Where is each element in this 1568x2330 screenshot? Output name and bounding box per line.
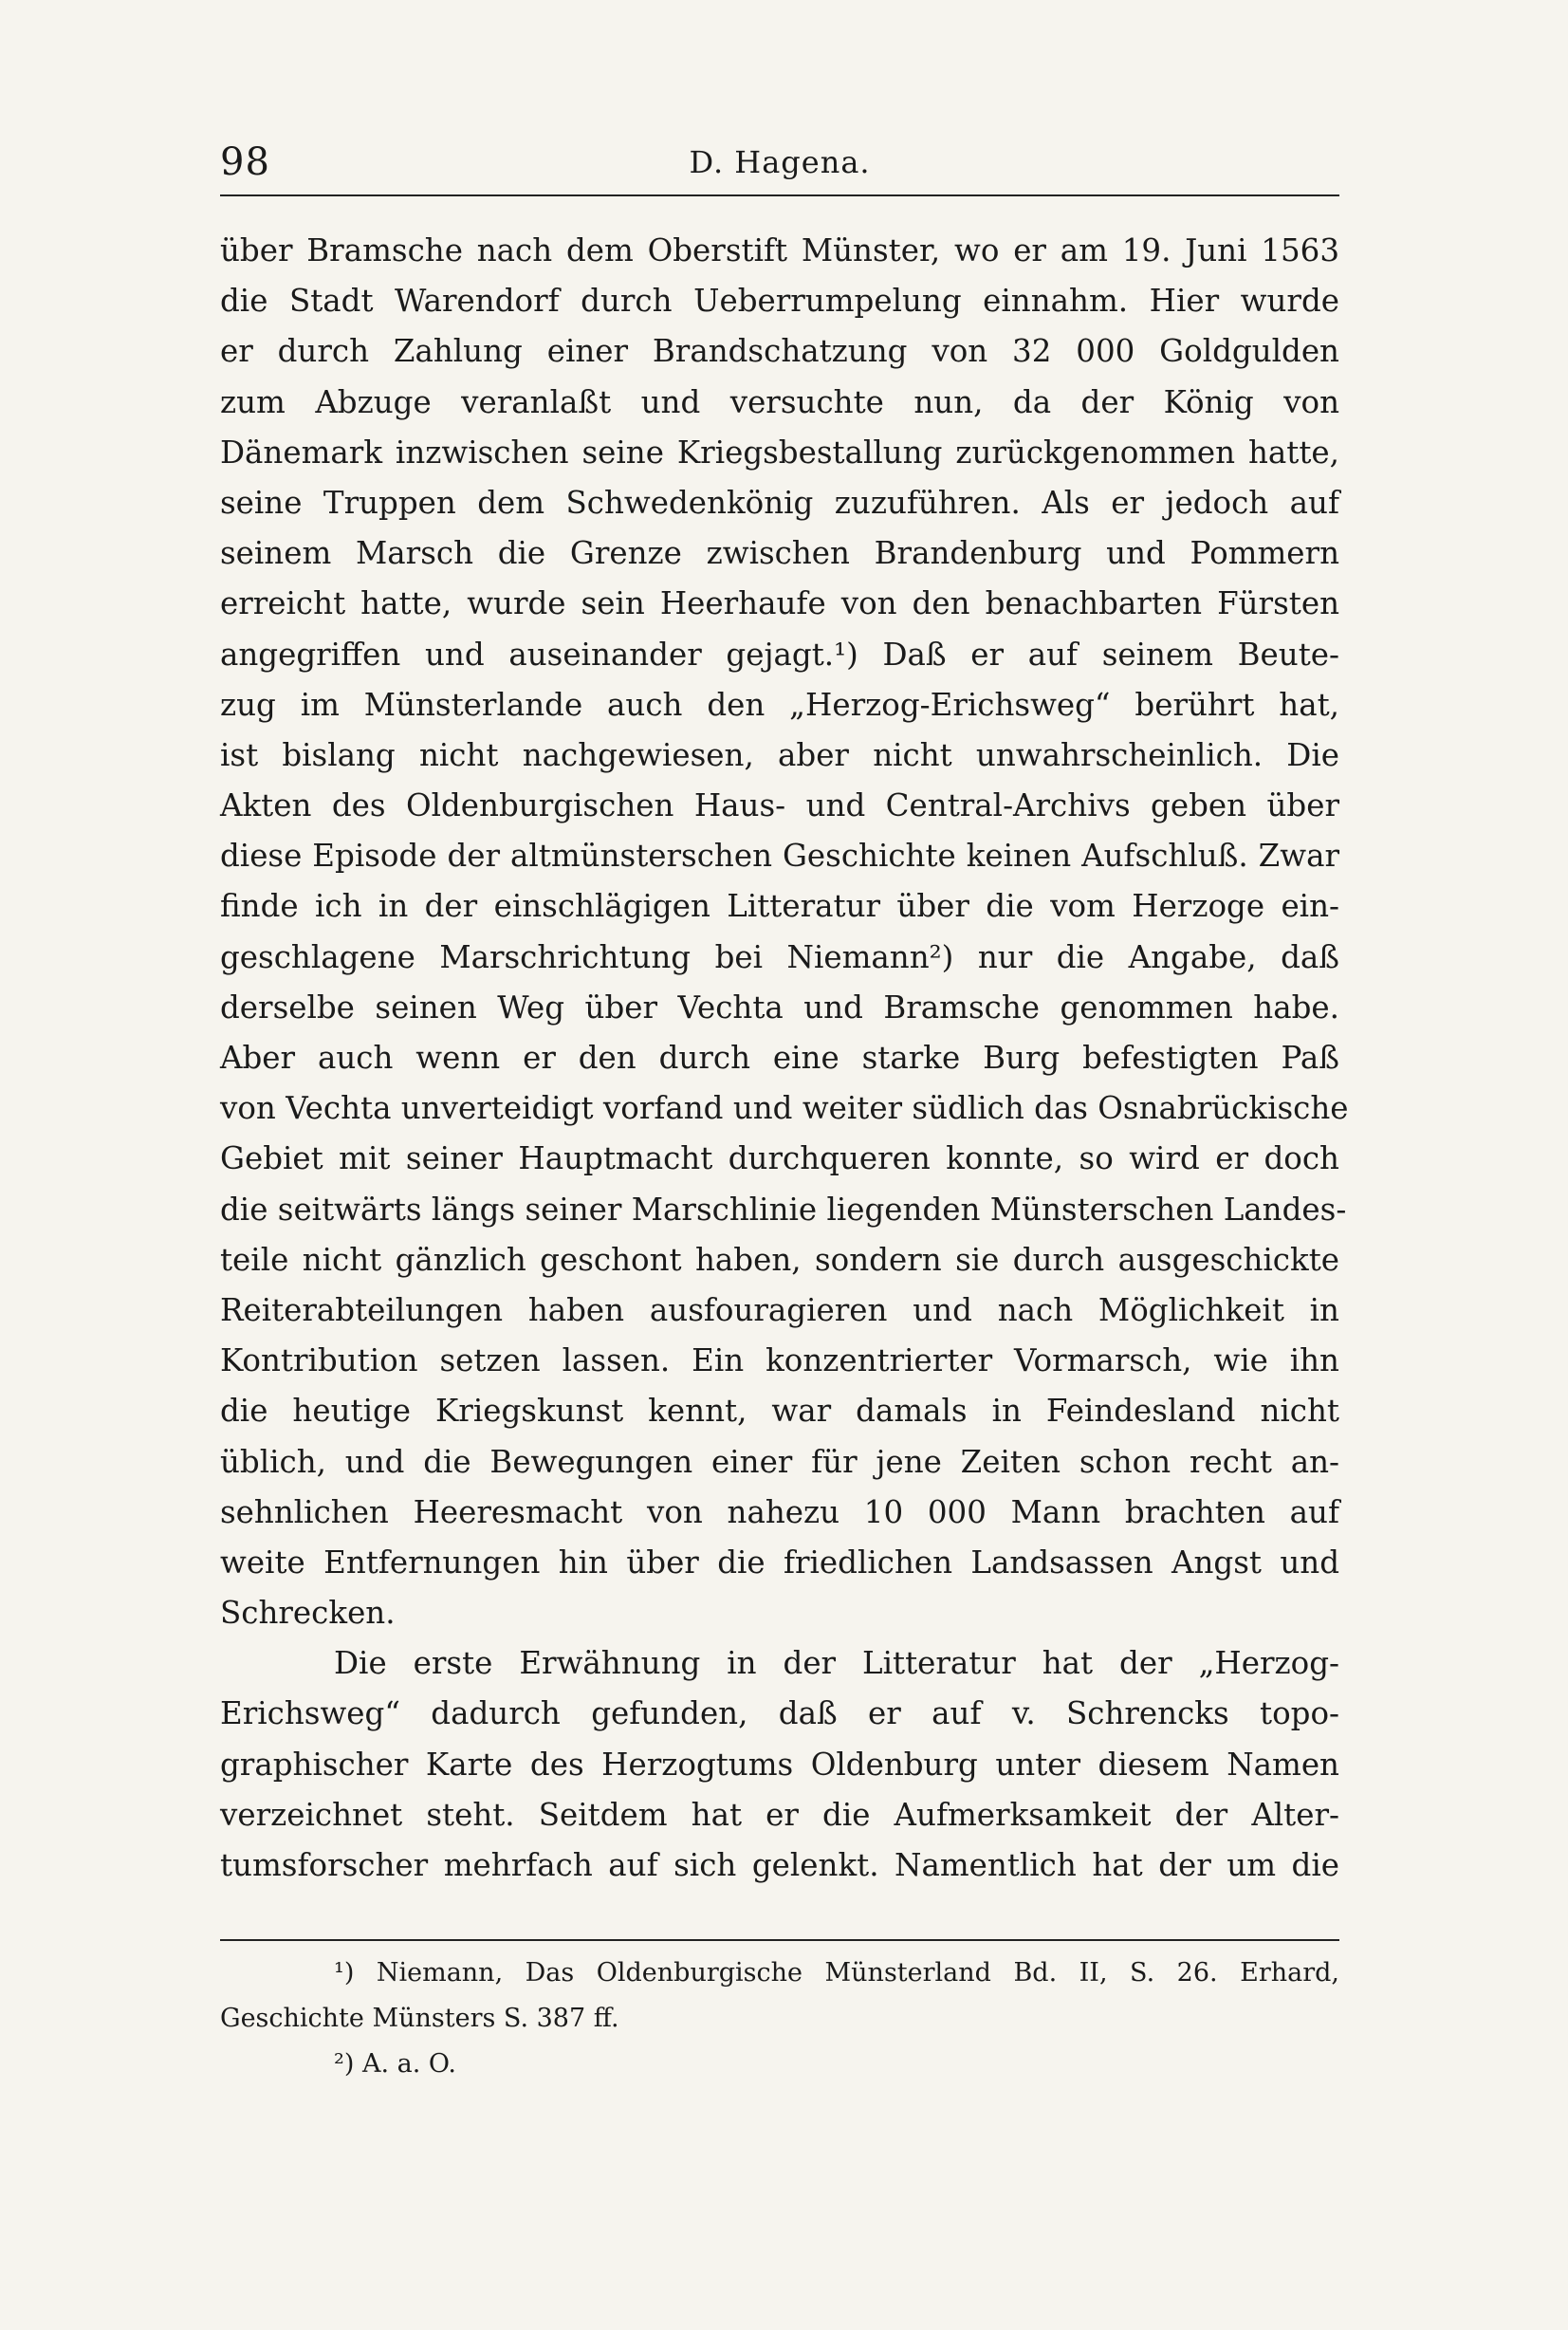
text-line: über Bramsche nach dem Oberstift Münster, wo er am 19. Juni 1563	[220, 232, 1339, 268]
text-line: üblich, und die Bewegungen einer für jene Zeiten schon recht an-	[220, 1443, 1339, 1480]
header-rule	[220, 194, 1339, 196]
text-line: derselbe seinen Weg über Vechta und Bramsche genommen habe.	[220, 989, 1339, 1026]
text-line: Reiterabteilungen haben ausfouragieren und nach Möglichkeit in	[220, 1291, 1339, 1328]
text-line: die heutige Kriegskunst kennt, war damals in Feindesland nicht	[220, 1393, 1339, 1430]
footnote-rule	[220, 1939, 1339, 1941]
text-line: seinem Marsch die Grenze zwischen Brandenburg und Pommern	[220, 535, 1339, 572]
page-number: 98	[220, 140, 270, 184]
text-line: weite Entfernungen hin über die friedlichen Landsassen Angst und	[220, 1544, 1339, 1581]
footnote-line: ²) A. a. O.	[334, 2049, 457, 2079]
running-head: D. Hagena.	[689, 144, 871, 180]
text-line: die Stadt Warendorf durch Ueberrumpelung einnahm. Hier wurde	[220, 283, 1339, 320]
text-line: Die erste Erwähnung in der Litteratur hat der „Herzog-	[334, 1645, 1339, 1682]
text-line: ist bislang nicht nachgewiesen, aber nicht unwahrscheinlich. Die	[220, 736, 1339, 773]
text-line: tumsforscher mehrfach auf sich gelenkt. Namentlich hat der um die	[220, 1847, 1339, 1883]
text-line: Erichsweg“ dadurch gefunden, daß er auf v. Schrencks topo-	[220, 1695, 1339, 1732]
footnotes	[220, 1951, 1339, 2087]
text-line: er durch Zahlung einer Brandschatzung von 32 000 Goldgulden	[220, 333, 1339, 370]
body-text	[220, 226, 1349, 1891]
text-line: zug im Münsterlande auch den „Herzog-Erichsweg“ berührt hat,	[220, 686, 1339, 723]
text-line: diese Episode der altmünsterschen Geschichte keinen Aufschluß. Zwar	[220, 838, 1339, 875]
text-line: Gebiet mit seiner Hauptmacht durchqueren konnte, so wird er doch	[220, 1140, 1339, 1177]
text-line: seine Truppen dem Schwedenkönig zuzuführen. Als er jedoch auf	[220, 484, 1339, 521]
text-line: angegriffen und auseinander gejagt.¹) Daß er auf seinem Beute-	[220, 636, 1339, 673]
text-line: zum Abzuge veranlaßt und versuchte nun, da der König von	[220, 383, 1339, 420]
text-line: von Vechta unverteidigt vorfand und weiter südlich das Osnabrückische	[220, 1090, 1349, 1127]
text-line: teile nicht gänzlich geschont haben, sondern sie durch ausgeschickte	[220, 1241, 1339, 1278]
text-line: erreicht hatte, wurde sein Heerhaufe von den benachbarten Fürsten	[220, 585, 1339, 622]
text-line: Kontribution setzen lassen. Ein konzentrierter Vormarsch, wie ihn	[220, 1342, 1339, 1379]
text-line: verzeichnet steht. Seitdem hat er die Aufmerksamkeit der Alter-	[220, 1796, 1339, 1833]
text-line: geschlagene Marschrichtung bei Niemann²) nur die Angabe, daß	[220, 938, 1339, 975]
text-line: Dänemark inzwischen seine Kriegsbestallung zurückgenommen hatte,	[220, 434, 1339, 471]
text-line: sehnlichen Heeresmacht von nahezu 10 000 Mann brachten auf	[220, 1493, 1339, 1530]
text-line: graphischer Karte des Herzogtums Oldenburg unter diesem Namen	[220, 1746, 1339, 1783]
text-line: Akten des Oldenburgischen Haus- und Central-Archivs geben über	[220, 787, 1339, 824]
footnote-line: Geschichte Münsters S. 387 ff.	[220, 2004, 619, 2033]
text-line: finde ich in der einschlägigen Litteratur über die vom Herzoge ein-	[220, 888, 1339, 925]
text-line: die seitwärts längs seiner Marschlinie liegenden Münsterschen Landes-	[220, 1191, 1347, 1228]
text-line: Aber auch wenn er den durch eine starke Burg befestigten Paß	[220, 1040, 1339, 1076]
text-line: Schrecken.	[220, 1595, 396, 1632]
footnote-line: ¹) Niemann, Das Oldenburgische Münsterland Bd. II, S. 26. Erhard,	[334, 1958, 1339, 1988]
page-header	[220, 140, 1339, 194]
